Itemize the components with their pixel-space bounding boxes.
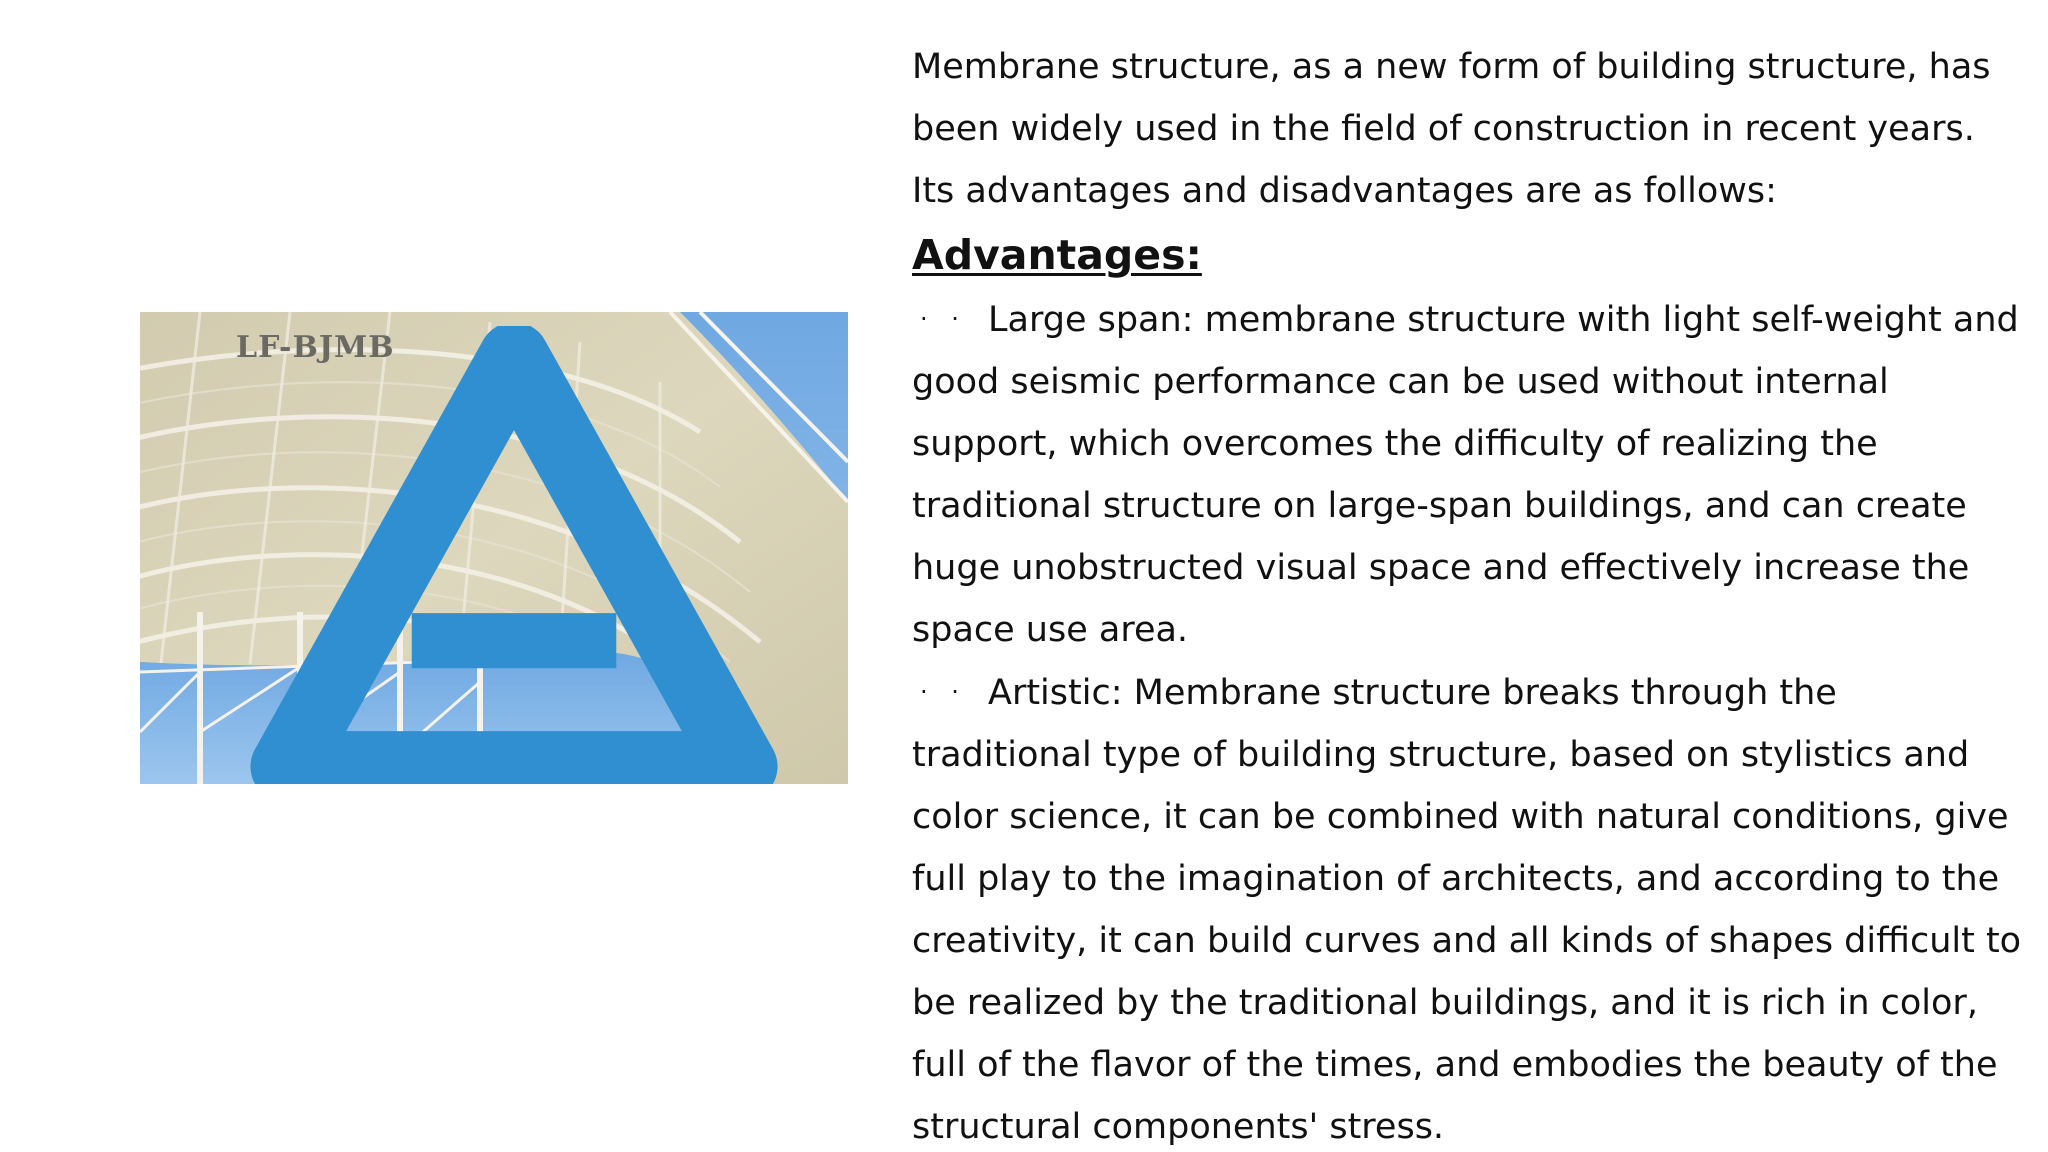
intro-paragraph: Membrane structure, as a new form of building structure, has been widely used in the field of construction in recent years. Its advantages and disadvantages are as follows: bbox=[912, 47, 1991, 211]
logo-text: LF-BJMB bbox=[236, 330, 395, 365]
bullet-icon: · · bbox=[920, 305, 967, 333]
advantage-item bbox=[912, 288, 2022, 661]
advantages-heading: Advantages: bbox=[912, 231, 1202, 279]
bullet-icon: · · bbox=[920, 678, 967, 706]
advantage-item bbox=[912, 661, 2022, 1152]
triangle-logo-icon bbox=[160, 326, 848, 784]
advantage-item-text: Large span: membrane structure with light self-weight and good seismic performance can be used without internal support, which overcomes the difficulty of realizing the traditional structure on large-span buildings, and can create huge unobstructed visual space and effectively increase the space use area. bbox=[912, 300, 2019, 650]
advantage-item-text: Artistic: Membrane structure breaks through the traditional type of building structure, based on stylistics and color science, it can be combined with natural conditions, give full play to the imagination of architects, and according to the creativity, it can build curves and all kinds of shapes difficult to be realized by the traditional buildings, and it is rich in color, full of the flavor of the times, and embodies the beauty of the structural components' stress. bbox=[912, 673, 2022, 1147]
membrane-structure-photo bbox=[140, 312, 848, 784]
article-body bbox=[912, 36, 2022, 1152]
